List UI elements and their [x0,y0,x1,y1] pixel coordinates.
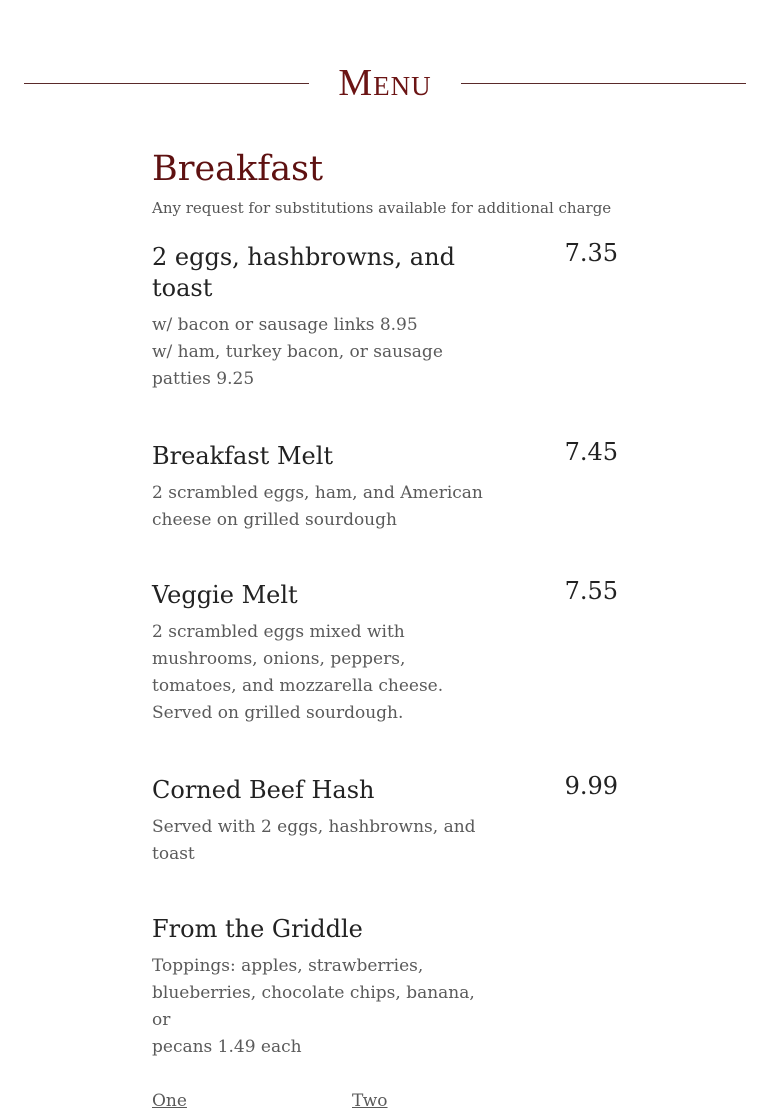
option-two-link[interactable]: Two [352,1091,388,1111]
breakfast-section [152,148,622,1113]
item-description-line: w/ bacon or sausage links 8.95 [152,315,418,335]
item-description-line: 2 scrambled eggs mixed with [152,622,405,642]
item-description-line: toast [152,844,195,864]
menu-item [152,914,618,1061]
item-price: 9.99 [564,772,618,800]
item-description-line: 2 scrambled eggs, ham, and American [152,483,483,503]
menu-item [152,239,618,393]
menu-header [24,60,746,106]
item-price: 7.45 [564,438,618,466]
item-description [152,312,492,393]
menu-item [152,438,618,534]
item-description [152,953,492,1061]
item-description-line: Served with 2 eggs, hashbrowns, and [152,817,476,837]
item-name: Corned Beef Hash [152,776,375,804]
item-description-line: Served on grilled sourdough. [152,703,404,723]
item-description-line: Toppings: apples, strawberries, [152,956,424,976]
menu-item [152,772,618,868]
item-name: Veggie Melt [152,581,298,609]
header-divider-right [461,83,746,84]
option-one-link[interactable]: One [152,1091,187,1111]
menu-title: Menu [338,62,432,104]
section-title: Breakfast [152,149,324,189]
section-note: Any request for substitutions available for additional charge [152,199,612,217]
item-description [152,480,492,534]
item-description-line: patties 9.25 [152,369,255,389]
item-name: Breakfast Melt [152,442,334,470]
item-description-line: w/ ham, turkey bacon, or sausage [152,342,443,362]
item-description-line: blueberries, chocolate chips, banana, or [152,983,475,1030]
item-description-line: mushrooms, onions, peppers, [152,649,406,669]
item-price: 7.55 [564,577,618,605]
item-description-line: pecans 1.49 each [152,1037,302,1057]
item-name: From the Griddle [152,915,363,943]
item-price: 7.35 [564,239,618,267]
item-name: 2 eggs, hashbrowns, and toast [152,243,455,302]
menu-item [152,577,618,727]
item-description-line: cheese on grilled sourdough [152,510,397,530]
item-description [152,814,492,868]
item-description [152,619,492,727]
item-description-line: tomatoes, and mozzarella cheese. [152,676,444,696]
